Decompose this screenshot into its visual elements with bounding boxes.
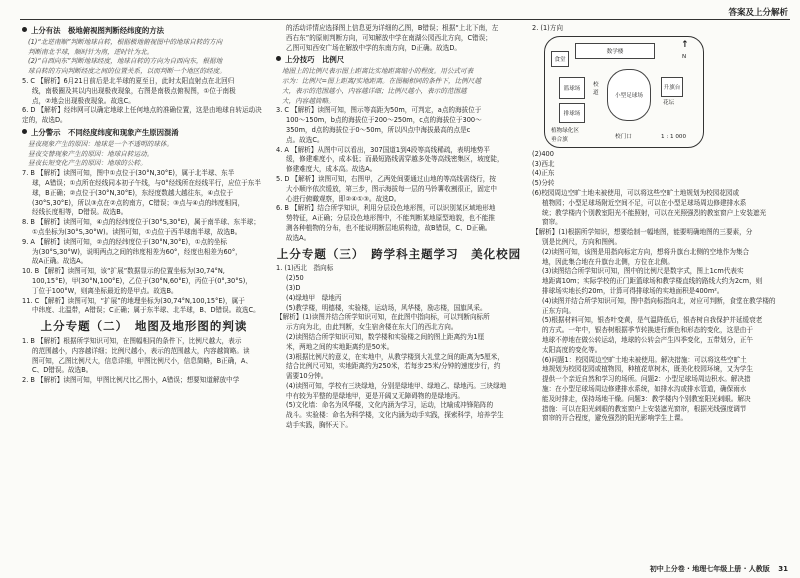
text-line: 经线长度相等，D错误。故选B。 (32, 208, 128, 217)
text-line: (5)根据材料可知，银杏叶变黄，是气温降低后，银杏树自我保护并延缓衰老 (542, 316, 763, 325)
text-line: 修建难度大，成本高。故选A。 (286, 165, 377, 174)
answer-3: 3. C 【解析】读图可知，图示等高距为50m，可判定，a点的海拔位于 (276, 106, 482, 115)
text-line: 结合比例尺可知，实地距离约为250米，若每步25米/分钟的速度步行，约 (286, 362, 501, 371)
text-line: 判断南北半球，顺时针为南，逆时针为北。 (28, 47, 154, 56)
text-line: 施：在小型足球场周边修建排水系统，如排水沟或排水管道，确保雨水 (542, 384, 747, 393)
text-line: 示方向为北，由此判断，女生宿舍楼在东大门的西北方向。 (286, 323, 458, 332)
answer-8: 8. B 【解析】读图可知，④点的经纬度位于(30°S,30°E)，属于南半球、东半球； (22, 218, 260, 227)
text-line: 示为：比例尺=图上距离/实地距离。在图幅相同的条件下，比例尺越 (282, 76, 481, 85)
header-divider (20, 19, 790, 20)
text-line: (6)问题1：校园周边空旷土地未被使用。解决措施：可以将这些空旷土 (542, 355, 747, 364)
text-line: 乙图可知西安广场在解放中学的东南方向，D正确。故选D。 (286, 43, 461, 52)
text-line: 昼夜长短变化产生的原因：地球的公转。 (28, 159, 147, 168)
text-line: 需要10分钟。 (286, 372, 328, 381)
page-footer (650, 564, 788, 574)
text-line: 排球场实地长约20m，计算可得排球场的实地面积是400m²。 (542, 286, 724, 295)
topic3-answer-1: 1. (1)西北 指向标 (276, 264, 334, 273)
section-title-text: 上分警示 不同经度纬度和现象产生原因混淆 (31, 127, 179, 137)
answer-5: 5. C 【解析】6月21日前后是北半球的夏至日，此时太阳直射点在北回归 (22, 76, 235, 85)
text-line: (3)根据比例尺的意义，在实地中，从教学楼到大礼堂之间的距离为5厘米， (286, 352, 504, 361)
text-line: 点，②地会出现极夜现象。故选C。 (32, 96, 135, 105)
answer-6b: 6. B 【解析】结合所学知识，利用分层设色地形图，可以识别某区域地形地 (276, 204, 496, 213)
text-line: 昼夜现象产生的原因：地球是一个不透明的球体。 (28, 139, 174, 148)
text-line: (5)分转 (532, 179, 555, 188)
text-line: 能及时排走，保持场地干燥。问题3：教学楼内个别教室阳光刺眼。解决 (542, 394, 751, 403)
text-line: 战斗。实验楼：命名为科学楼，文化内涵为动手实践，探索科学，培养学生 (286, 411, 504, 420)
text-line: 丁位于100°W，则离坐标最近的是甲点。故选B。 (32, 286, 178, 295)
text-line: (4)读图并结合所学知识可知，图中指向标指向北，对应可判断，食堂在教学楼的 (542, 296, 776, 305)
answer-5b: 5. D 【解析】读图可知，右图甲，乙两处间要通过山地的等高线需绕行，按 (276, 174, 496, 183)
teaching-building: 数学楼 (575, 43, 655, 59)
text-line: (2)读图可知，该图是用指向标定方向，想将升旗台北侧的空地作为集合 (542, 247, 750, 256)
text-line: ①点坐标为(30°S,30°W)。读图可知，①点位于西半球南半球，故选B。 (32, 227, 242, 236)
green-zone-label: 植物绿化区 (551, 127, 579, 134)
topic2-answer-2: 2. B 【解析】读图可知，甲图比例尺比乙图小，A错误；想要知道解放中学 (22, 376, 240, 385)
text-line: 为(30°S,30°W)，说明两点之间的纬度相差为60°，经度也相差为60°， (32, 247, 242, 256)
section-title-warning (22, 128, 266, 138)
bullet-icon (276, 56, 281, 61)
school-gate-label: 校门口 (615, 133, 632, 140)
topic3-explanation: 【解析】(1)读图并结合所学知识可知，在此图中指向标，可以判断向标所 (276, 313, 490, 322)
section-title-method (22, 26, 266, 36)
answer-4: 4. A 【解析】从图中可以看出，307国道1到4段等高线稀疏，表明地势平 (276, 145, 490, 154)
text-line: 米，两地之间的实地距离约是50米。 (286, 342, 394, 351)
text-line: 窗帘。 (542, 218, 562, 227)
text-line: 地，因此集合地在升旗台北侧，方位在北侧。 (542, 257, 674, 266)
text-line: 大，表示的范围越小，内容越详细；比例尺越小，表示的范围越 (282, 86, 467, 95)
text-line: 的范围越小，内容越详细；比例尺越小，表示的范围越大，内容越简略。读 (32, 346, 250, 355)
small-football-field: 小型足球场 (607, 69, 651, 121)
answer-7: 7. B 【解析】读图可知，图中①点位于(30°N,30°E)，属于北半球、东半 (22, 169, 235, 178)
text-line: (6)校园周边空旷土地未被使用，可以将这些空旷土地规划为校园花园或 (532, 188, 740, 197)
text-line: (3)D (286, 283, 301, 292)
page-header-title: 答案及上分解析 (728, 8, 788, 18)
text-line: (2)“自西向东”判断地球经度，地球自转的方向为自西向东，根据地 (28, 57, 223, 66)
text-line: 100,15°E)，甲(30°N,100°E)，乙位于(30°N,60°E)，丙位于(0°,30°S)， (32, 276, 252, 285)
flag-platform: 升旗台 (661, 77, 683, 97)
north-label: N (682, 53, 687, 60)
text-line: 心进行俯瞰观察，即②④①③。故选D。 (286, 194, 401, 203)
text-line: 提供一个亲近自然和学习的场所。问题2：小型足球场周边积水。解决措 (542, 375, 751, 384)
text-line: (3)读图结合所学知识可知，图中的比例尺是数字式，图上1cm代表实 (542, 267, 744, 276)
text-line: (3)西北 (532, 159, 555, 168)
text-line: 线，南极圈及其以内出现极夜现象，右图是南极点俯视图，①位于南极 (32, 86, 236, 95)
text-line: 故A正确。故选A。 (32, 257, 88, 266)
text-line: 100～150m，b点的海拔位于200～250m，c点的海拔位于300～ (286, 116, 482, 125)
text-line: 窗帘的开合程度，避免强烈的阳光影响学生上课。 (542, 414, 688, 423)
text-line: 别是比例尺，方向和图例。 (542, 237, 622, 246)
explanation-line: 【解析】(1)根据所学知识，想要绘制一幅地图，能要明确地图的三要素，分 (532, 228, 753, 237)
text-line: 球，A错误；①点所在经线同本初子午线，与0°经线所在经线平行，应位于东半 (32, 178, 261, 187)
lane-label: 校道 (593, 81, 599, 96)
text-line: (30°S,30°E)，所以③点在②点的南方，C错误；③点与④点的纬度相同， (32, 198, 245, 207)
column-left (22, 24, 266, 558)
text-line: 的活动详情应选择图上信息更为详细的乙图，B错误；根据“上北下南，左 (286, 24, 499, 32)
section-title-skill (276, 55, 522, 65)
topic2-answer-1: 1. B 【解析】根据所学知识可知，在图幅相同的条件下，比例尺越大，表示 (22, 336, 242, 345)
text-line: (2)读图结合所学知识可知，数学楼和实验楼之间的图上距离约为1厘 (286, 332, 485, 341)
text-line: 大小顺序依次缓放，第三步，图示海拔每一层的马铃薯收割很正，固定中 (286, 184, 497, 193)
text-line: 正东方向。 (542, 306, 575, 315)
text-line: 地图上的比例尺表示图上距离比实地距离缩小的程度。用公式可表 (282, 67, 474, 76)
text-line: 球自转的方向判断经度之间的位置关系，以而判断一个地区的经度。 (28, 67, 226, 76)
text-line: 地规划为校园花园或植物园，种植花草树木，既美化校园环境，又为学生 (542, 365, 753, 374)
text-line: (1)“北逆南顺”判断地球自转，根据极地俯视图中的地球自转的方向 (28, 37, 223, 46)
text-line: 球，B正确；②点位于(30°N,30°E)，东经度数越大越往东，④点位于 (32, 188, 234, 197)
text-line: 350m，d点的海拔位于0～50m，所以四点中海拔最高的点是c (286, 125, 471, 134)
section-title-text: 上分技巧 比例尺 (285, 55, 345, 65)
text-line: 势特征，A正确；分层设色地形图中，不能判断某地原型地貌，也不能推 (286, 214, 495, 223)
text-line: 中纬度、北温带，A错误；C正确；属于东半球、北半球，B、D错误。故选C。 (32, 306, 260, 315)
page-number: 31 (778, 565, 788, 573)
basketball-court: 篮球场 (559, 77, 585, 99)
text-line: C、D错误。故选B。 (32, 366, 93, 375)
text-line: 植物园；小型足球场附近空间不足，可以在小型足球场周边修建排水系 (542, 198, 747, 207)
answer-10: 10. B 【解析】读图可知，该“扩展”数据显示的位置坐标为(30,74°N, (22, 267, 225, 276)
text-line: 大，内容越简略。 (282, 96, 335, 105)
topic-title-2: 上分专题（二） 地图及地形图的判读 (40, 319, 248, 334)
column-middle (276, 24, 522, 558)
pole-legend: 垂合旗 (551, 136, 568, 143)
bullet-icon (22, 129, 27, 134)
section-title-text: 上分有法 极地俯视图判断经纬度的方法 (31, 26, 165, 35)
text-line: 措施：可以在阳光刺眼的教室窗户上安装遮光窗帘，根据光线强度调节 (542, 404, 747, 413)
text-line: (5)教学楼，明德楼，实验楼，运动场，风华楼，励志楼，国旗风采。 (286, 303, 487, 312)
text-line: 的方式。一年中，银杏树根据季节转换进行颜色和形态的变化，这是由于 (542, 326, 753, 335)
text-line: 统；教学楼内个别教室阳光不能照射，可以在光照强烈的教室窗户上安装遮光 (542, 208, 767, 217)
bullet-icon (22, 27, 27, 32)
text-line: 点。故选C。 (286, 135, 324, 144)
text-line: (2)50 (286, 274, 304, 283)
footer-text: 初中上分卷 · 地理七年级上册 · 人教版 (649, 565, 770, 573)
north-arrow-icon: ↑ (681, 39, 689, 50)
text-line: 故选A。 (286, 233, 311, 242)
topic-title-3: 上分专题（三） 跨学科主题学习 美化校园 (276, 246, 522, 261)
text-line: 中有较为平整的是绿地甲，更是开阔又无障碍物的是绿地丙。 (286, 391, 465, 400)
dining-hall: 食堂 (551, 51, 569, 67)
text-line: (4)绿地甲 绿地丙 (286, 293, 342, 302)
text-line: 西右东”的原则判断方向，可知解放中学在南湖公园西北方向，C错误； (286, 33, 492, 42)
text-line: 太阳高度的变化等。 (542, 345, 602, 354)
text-line: (5)文化墙：命名为风华楼，文化内涵为学习，运动，比喻成冲锋陷阵的 (286, 401, 494, 410)
school-map-figure (544, 36, 704, 148)
text-line: (4)读图可知，学校有三块绿地，分别是绿地甲、绿地乙、绿地丙。三块绿地 (286, 381, 507, 390)
text-line: 昼夜交替现象产生的原因：地球自转运动。 (28, 149, 154, 158)
text-line: 动手实践，胸怀天下。 (286, 421, 352, 430)
text-line: 地球不停地在做公转运动，地球的公转会产生四季变化，五带划分，正午 (542, 335, 753, 344)
topic3-answer-2: 2. (1)方向 (532, 24, 563, 32)
answer-11: 11. C 【解析】读图可知，“扩展”的地理坐标为(30,74°N,100,15°E)，属于 (22, 296, 245, 305)
text-line: (4)正东 (532, 169, 555, 178)
answer-6: 6. D 【解析】经纬网可以确定地球上任何地点的准确位置，这是由地球自转运动决定的，故选D。 (22, 106, 262, 125)
column-right (532, 24, 784, 558)
scale-label: 1 : 1 000 (661, 133, 687, 140)
text-line: 缓，修建难度小，成本低；而最短路线需穿越多处等高线密集区，坡度陡， (286, 155, 504, 164)
text-line: (2)400 (532, 149, 554, 158)
text-line: 测各种植物的分布，也不能说明断层地质构造，故B错误，C、D正确。 (286, 223, 492, 232)
answer-9: 9. A 【解析】读图可知，②点的经纬度位于(30°N,30°E)，①点的坐标 (22, 237, 227, 246)
volleyball-court: 排球场 (559, 103, 585, 123)
text-line: 地距离10m；实际学校的正门距篮球场和教学楼直线的路线大约为2cm，则 (542, 277, 763, 286)
garden-label: 花坛 (663, 99, 675, 106)
text-line: 图可知，乙图比例尺大，信息详细，甲图比例尺小，信息简略，B正确，A、 (32, 356, 253, 365)
